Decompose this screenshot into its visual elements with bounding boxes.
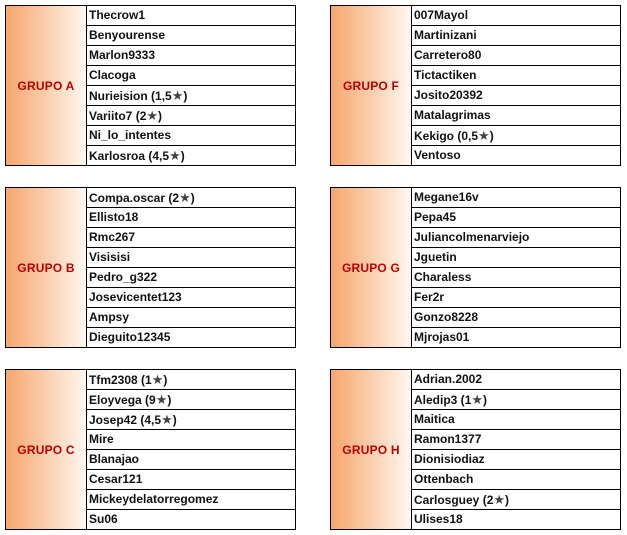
member-row: [87, 490, 295, 510]
member-name: Benyourense: [89, 28, 166, 42]
member-name: Adrian.2002: [414, 372, 483, 386]
member-row: [87, 308, 295, 328]
member-row: [87, 6, 295, 26]
group-label: GRUPO F: [342, 78, 400, 93]
member-name: Blanajao: [89, 452, 140, 466]
member-row: [87, 208, 295, 228]
member-name: Visisisi: [89, 250, 131, 264]
member-stars: 1: [464, 393, 472, 407]
group-b-box: [5, 187, 296, 348]
member-name: Karlosroa: [89, 149, 146, 163]
member-row: [412, 450, 620, 470]
member-name: Su06: [89, 512, 118, 526]
member-row: [412, 46, 620, 66]
member-row: Nurieision (1,5★): [87, 86, 295, 106]
member-row: [412, 328, 620, 348]
member-row: [87, 66, 295, 86]
member-name: Variito7: [89, 109, 133, 123]
star-icon: ★: [478, 128, 490, 143]
member-row: [87, 328, 295, 348]
member-row: [412, 26, 620, 46]
member-name: Eloyvega: [89, 393, 142, 407]
member-row: [87, 430, 295, 450]
member-row: [412, 470, 620, 490]
member-row: [412, 86, 620, 106]
group-label: GRUPO G: [341, 260, 401, 275]
star-icon: ★: [493, 492, 506, 507]
member-stars: 2: [172, 191, 180, 205]
member-list: [87, 6, 295, 165]
group-label-cell: [331, 370, 412, 529]
member-name: Juliancolmenarviejo: [414, 230, 530, 244]
member-row: [412, 430, 620, 450]
group-c-box: [5, 369, 296, 530]
member-name: Ulises18: [414, 512, 463, 526]
group-label-cell: [331, 188, 412, 347]
member-name: Jguetin: [414, 250, 457, 264]
member-name: Thecrow1: [89, 8, 146, 22]
member-name: Mickeydelatorregomez: [89, 492, 219, 506]
member-stars: 1,5: [155, 89, 172, 103]
member-name: Ventoso: [414, 148, 461, 162]
member-row: Karlosroa (4,5★): [89, 148, 185, 163]
member-stars: 4,5: [144, 413, 162, 427]
member-row: [412, 146, 620, 166]
member-name: Carlosguey: [414, 493, 480, 507]
member-row: [412, 248, 620, 268]
member-name: 007Mayol: [414, 8, 469, 22]
member-name: Ampsy: [89, 310, 130, 324]
member-name: Compa.oscar: [89, 191, 166, 205]
member-name: Tictactiken: [414, 68, 477, 82]
member-row: [87, 268, 295, 288]
member-name: Matalagrimas: [414, 108, 491, 122]
member-name: Pepa45: [414, 210, 457, 224]
member-row: Kekigo (0,5★): [412, 126, 620, 146]
member-name: Pedro_g322: [89, 270, 158, 284]
member-name: Megane16v: [414, 190, 479, 204]
member-row: [412, 228, 620, 248]
member-row: [87, 450, 295, 470]
group-label-cell: [6, 6, 87, 165]
member-row: [87, 510, 295, 530]
member-name: Ottenbach: [414, 472, 474, 486]
member-name: Cesar121: [89, 472, 143, 486]
group-label-cell: [331, 6, 412, 165]
star-icon: ★: [151, 372, 164, 387]
member-list: [87, 188, 295, 347]
member-row: [87, 470, 295, 490]
member-row: [87, 248, 295, 268]
member-row: [412, 268, 620, 288]
member-row: Compa.oscar (2★): [87, 188, 295, 208]
member-list: [412, 188, 620, 347]
member-name: Dieguito12345: [89, 330, 171, 344]
star-icon: ★: [471, 392, 484, 407]
member-name: Charaless: [414, 270, 472, 284]
member-row: [412, 6, 620, 26]
group-label-cell: [6, 370, 87, 529]
group-label: GRUPO B: [17, 260, 75, 275]
member-name: Kekigo: [414, 129, 455, 143]
member-list: [412, 370, 620, 529]
group-h-box: [330, 369, 621, 530]
group-label: GRUPO C: [17, 442, 75, 457]
member-name: Mjrojas01: [414, 330, 470, 344]
member-name: Josep42: [89, 413, 138, 427]
star-icon: ★: [146, 108, 159, 123]
group-f-box: [330, 5, 621, 166]
member-row: Josep42 (4,5★): [87, 410, 295, 430]
member-name: Clacoga: [89, 68, 136, 82]
member-row: Eloyvega (9★): [87, 390, 295, 410]
member-row: Variito7 (2★): [87, 106, 295, 126]
member-row: [412, 208, 620, 228]
member-row: [412, 410, 620, 430]
member-name: Fer2r: [414, 290, 445, 304]
member-stars: 2: [486, 493, 494, 507]
member-name: Josevicentet123: [89, 290, 182, 304]
member-list: [87, 370, 295, 529]
member-row: Aledip3 (1★): [412, 390, 620, 410]
member-row: [412, 288, 620, 308]
member-stars: 9: [149, 393, 156, 407]
group-label: GRUPO A: [17, 78, 75, 93]
member-name: Gonzo8228: [414, 310, 479, 324]
member-name: Martinizani: [414, 28, 477, 42]
member-row: Carlosguey (2★): [412, 490, 620, 510]
group-g-box: [330, 187, 621, 348]
member-name: Ramon1377: [414, 432, 482, 446]
member-name: Ni_lo_intentes: [89, 128, 172, 142]
member-list: [412, 6, 620, 165]
member-row: [412, 188, 620, 208]
member-stars: 0,5: [461, 129, 479, 143]
group-label-cell: [6, 188, 87, 347]
star-icon: ★: [161, 412, 173, 427]
member-row: Tfm2308 (1★): [87, 370, 295, 390]
member-row: [87, 126, 295, 146]
member-name: Carretero80: [414, 48, 482, 62]
member-name: Aledip3: [414, 393, 458, 407]
member-row: [412, 66, 620, 86]
star-icon: ★: [169, 148, 181, 163]
member-row: [87, 46, 295, 66]
member-name: Marlon9333: [89, 48, 156, 62]
member-stars: 1: [145, 373, 152, 387]
member-row: [87, 26, 295, 46]
member-name: Mire: [89, 432, 114, 446]
member-name: Josito20392: [414, 88, 483, 102]
group-a-box: [5, 5, 296, 166]
member-row: [412, 308, 620, 328]
member-stars: 2: [139, 109, 147, 123]
star-icon: ★: [155, 392, 168, 407]
member-name: Nurieision: [89, 89, 148, 103]
star-icon: ★: [171, 88, 184, 103]
member-row: [412, 370, 620, 390]
group-label: GRUPO H: [342, 442, 400, 457]
member-row: [87, 288, 295, 308]
member-row: [87, 228, 295, 248]
member-name: Dionisiodiaz: [414, 452, 485, 466]
member-name: Maitica: [414, 412, 455, 426]
star-icon: ★: [179, 190, 191, 205]
member-name: Rmc267: [89, 230, 136, 244]
member-name: Ellisto18: [89, 210, 139, 224]
member-row: [412, 106, 620, 126]
member-stars: 4,5: [152, 149, 170, 163]
member-row: [412, 510, 620, 530]
member-name: Tfm2308: [89, 373, 138, 387]
